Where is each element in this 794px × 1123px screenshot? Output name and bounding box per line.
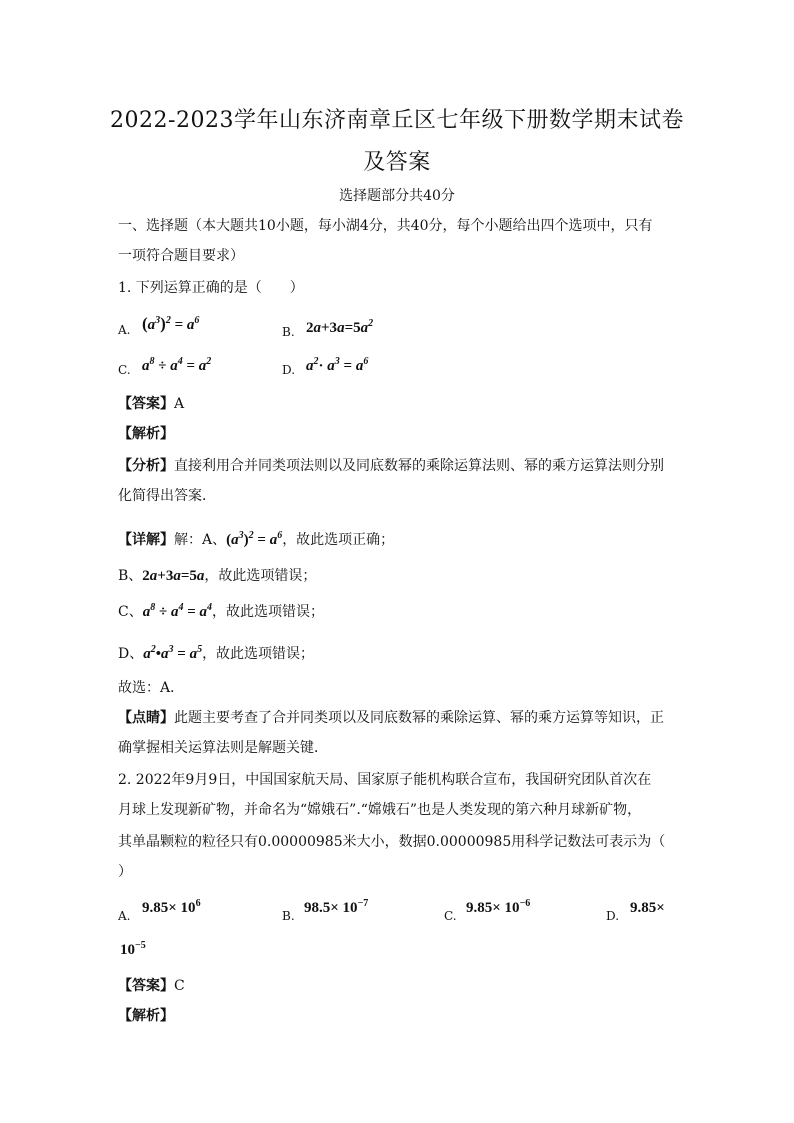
- q1-option-a: [118, 320, 130, 340]
- answer-tag: 【答案】: [118, 396, 174, 412]
- q1-dianjing-line-2: 确掌握相关运算法则是解题关键．: [118, 740, 328, 756]
- detail-b-label: B、: [118, 568, 143, 584]
- q1-option-c-formula: $a^8 \div a^4 = a^2$: [142, 356, 212, 374]
- q1-detail-c: [118, 602, 324, 622]
- detail-b-formula: 2a+3a=5a: [142, 568, 205, 584]
- q2-option-d-formula-cont: [120, 940, 146, 960]
- q2-answer: [118, 976, 185, 996]
- option-label: C.: [118, 363, 131, 377]
- q1-choose: 故选：A．: [118, 680, 185, 696]
- detail-c-formula: $a^8 \div a^4 = a^4$: [142, 602, 213, 620]
- q2-option-d-formula: [630, 898, 665, 918]
- q1-fenxi-line-1: [118, 456, 664, 476]
- option-c-exp: −6: [519, 898, 531, 909]
- q2-stem-line-3: 其单晶颗粒的粒径只有0.00000985米大小，数据0.00000985用科学记数法可表示为（: [118, 834, 666, 850]
- q1-option-d: [282, 360, 295, 380]
- option-b-exp: −7: [357, 898, 369, 909]
- q2-option-c: [444, 906, 457, 926]
- question-1-stem: 1. 下列运算正确的是（ ）: [118, 280, 304, 296]
- option-b-base: 98.5× 10: [304, 900, 358, 916]
- option-d-cont-base: 10: [120, 942, 135, 958]
- q2-option-a-formula: [142, 898, 201, 918]
- q1-option-d-formula: $a^2\cdot a^3 = a^6$: [306, 356, 369, 374]
- fenxi-text: 直接利用合并同类项法则以及同底数幂的乘除运算法则、幂的乘方运算法则分别: [174, 458, 664, 474]
- q2-option-a: [118, 906, 130, 926]
- q1-analysis-tag: 【解析】: [118, 426, 174, 442]
- option-label: C.: [444, 909, 457, 923]
- option-c-base: 9.85× 10: [466, 900, 520, 916]
- page-title: 2022-2023学年山东济南章丘区七年级下册数学期末试卷及答案: [110, 108, 684, 175]
- option-label: D.: [606, 909, 620, 923]
- answer-value: C: [174, 978, 185, 994]
- q1-detail-d: [118, 644, 314, 664]
- q2-option-b-formula: [304, 898, 368, 918]
- q2-stem-line-1: 2. 2022年9月9日，中国国家航天局、国家原子能机构联合宣布，我国研究团队首次在: [118, 772, 652, 788]
- q2-stem-line-2: 月球上发现新矿物，并命名为“嫦娥石”.“嫦娥石”也是人类发现的第六种月球新矿物，: [118, 802, 642, 818]
- q2-analysis-tag: 【解析】: [118, 1008, 174, 1024]
- q1-fenxi-line-2: 化简得出答案．: [118, 488, 216, 504]
- q1-option-b: [282, 322, 295, 342]
- option-label: B.: [282, 909, 295, 923]
- fenxi-tag: 【分析】: [118, 458, 174, 474]
- q1-answer: [118, 394, 184, 414]
- q2-option-b: [282, 906, 295, 926]
- option-label: D.: [282, 363, 296, 377]
- option-label: A.: [118, 323, 131, 337]
- option-a-base: 9.85× 10: [142, 900, 196, 916]
- detail-d-formula: $a^2•a^3 = a^5$: [143, 644, 203, 662]
- q1-dianjing-line-1: [118, 708, 664, 728]
- detail-b-text: ，故此选项错误；: [204, 568, 317, 584]
- q2-option-d: [606, 906, 619, 926]
- instructions-line-1: 一、选择题（本大题共10小题，每小湖4分，共40分，每个小题给出四个选项中，只有: [118, 218, 653, 234]
- detail-d-label: D、: [118, 646, 144, 662]
- answer-value: A: [174, 396, 185, 412]
- detail-prefix: 解：A、: [174, 532, 227, 548]
- option-a-exp: 6: [195, 898, 201, 909]
- option-d-cont-exp: −5: [135, 940, 146, 951]
- q1-option-c: [118, 360, 131, 380]
- q1-detail-b: [118, 566, 316, 586]
- detail-c-text: ，故此选项错误；: [212, 604, 325, 620]
- detail-tag: 【详解】: [118, 532, 174, 548]
- option-label: B.: [282, 325, 295, 339]
- q1-option-a-formula: $(a^3)^2 = a^6$: [142, 314, 200, 333]
- q2-option-c-formula: [466, 898, 530, 918]
- option-label: A.: [118, 909, 131, 923]
- q1-option-b-formula: $2a+3a=5a^2$: [306, 318, 374, 336]
- detail-a-formula: $(a^3)^2 = a^6$: [226, 530, 283, 548]
- dianjing-tag: 【点睛】: [118, 710, 174, 726]
- detail-d-text: ，故此选项错误；: [202, 646, 315, 662]
- q1-detail-a: [118, 530, 394, 550]
- option-d-base: 9.85×: [630, 900, 665, 916]
- dianjing-text: 此题主要考查了合并同类项以及同底数幂的乘除运算、幂的乘方运算等知识，正: [174, 710, 664, 726]
- q2-stem-line-4: ）: [118, 864, 132, 880]
- detail-a-text: ，故此选项正确；: [282, 532, 395, 548]
- section-header: 选择题部分共40分: [339, 188, 455, 204]
- detail-c-label: C、: [118, 604, 143, 620]
- instructions-line-2: 一项符合题目要求）: [118, 248, 244, 264]
- answer-tag: 【答案】: [118, 978, 174, 994]
